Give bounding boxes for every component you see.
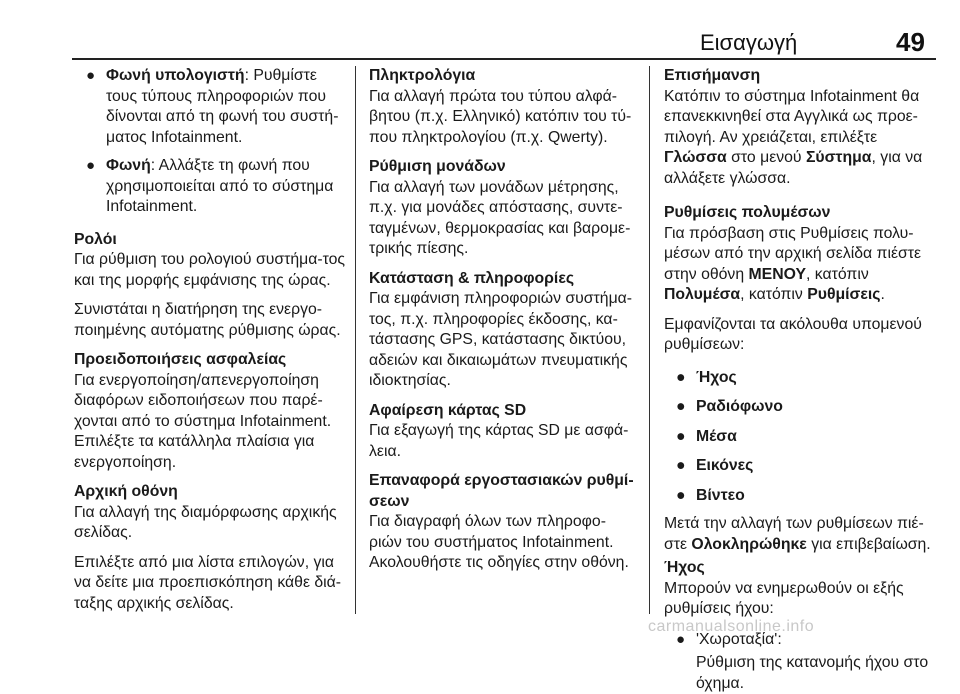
section-heading: Ρύθμιση μονάδων (369, 158, 506, 175)
bold-media: Πολυμέσα (664, 286, 741, 303)
list-item (74, 66, 346, 148)
section-text: Για αλλαγή πρώτα του τύπου αλφά-βητου (π.χ. Ελληνικό) κατόπιν του τύ-που πληκτρολογίου (π.χ. Qwerty). (369, 87, 632, 146)
list-item (664, 427, 936, 448)
section-text: Επιλέξτε από μια λίστα επιλογών, για να δείτε μια προεπισκόπηση κάθε διά-ταξης αρχικής σελίδας. (74, 553, 342, 612)
reset-section (369, 471, 635, 574)
text-part: Μετά την αλλαγή των ρυθμίσεων πιέ-στε (664, 515, 924, 553)
bullet-subtext: Ρύθμιση της κατανομής ήχου στο όχημα. (696, 654, 929, 692)
text-part: για επιβεβαίωση. (806, 535, 931, 553)
section-text: Για εξαγωγή της κάρτας SD με ασφά-λεια. (369, 422, 629, 460)
text-part: , κατόπιν (806, 265, 869, 283)
bullet-icon: ● (676, 457, 686, 474)
section-heading: Ήχος (664, 559, 705, 576)
submenu-label: Ραδιόφωνο (696, 398, 783, 415)
confirm-text (664, 514, 936, 555)
clock-section (74, 230, 346, 292)
media-section (664, 203, 936, 306)
section-text: Μπορούν να ενημερωθούν οι εξής ρυθμίσεις ήχου: (664, 579, 904, 617)
section-text (664, 224, 936, 306)
home-section (74, 482, 346, 544)
bullet-icon: ● (676, 427, 686, 445)
text-part: . (880, 286, 885, 303)
note-bold-system: Σύστημα (805, 149, 872, 166)
bullet-text: : Ρυθμίστε τους τύπους πληροφοριών που δίνονται από τη φωνή του συστή-ματος Infotainment. (106, 67, 339, 146)
section-text: Για ενεργοποίηση/απενεργοποίηση διαφόρων ειδοποιήσεων που παρέ-χονται από το σύστημα Infotainment. Επιλέξτε τα κατάλληλα πλαίσια για ενεργοποίηση. (74, 371, 332, 471)
section-text (664, 514, 936, 555)
watermark: carmanualsonline.info (648, 618, 815, 635)
bullet-icon: ● (86, 157, 96, 174)
column-separator (355, 66, 356, 614)
section-heading: Κατάσταση & πληροφορίες (369, 269, 575, 287)
bold-done: Ολοκληρώθηκε (691, 535, 807, 553)
units-section (369, 157, 635, 260)
bullet-label: Φωνή υπολογιστή (106, 67, 245, 84)
header-rule (72, 58, 936, 60)
note-text-part: στο μενού (726, 149, 806, 166)
bullet-icon: ● (676, 368, 686, 386)
column-3 (664, 66, 936, 694)
bold-menu: ΜΕΝΟΥ (748, 265, 806, 283)
safety-section (74, 350, 346, 473)
submenu-label: Εικόνες (696, 457, 754, 474)
list-item (664, 456, 936, 477)
column-separator (649, 66, 650, 614)
page-header-title: Εισαγωγή (700, 30, 798, 55)
submenu-label: Ήχος (696, 368, 737, 386)
section-heading: Πληκτρολόγια (369, 67, 476, 84)
bold-settings: Ρυθμίσεις (807, 286, 881, 303)
note-heading: Επισήμανση (664, 67, 761, 84)
keyboard-section (369, 66, 635, 148)
submenu-label: Βίντεο (696, 486, 745, 504)
sd-section (369, 401, 635, 463)
text-part: , κατόπιν (740, 286, 808, 303)
list-item (74, 156, 346, 218)
column-2 (369, 66, 635, 583)
section-heading: Προειδοποιήσεις ασφαλείας (74, 351, 287, 368)
list-item (664, 397, 936, 418)
section-heading: Ρολόι (74, 230, 117, 248)
section-text: Εμφανίζονται τα ακόλουθα υπομενού ρυθμίσεων: (664, 315, 922, 353)
section-text: Για αλλαγή των μονάδων μέτρησης, π.χ. για μονάδες απόστασης, συντε-ταγμένων, θερμοκρασίας και βαρομε-τρικής πίεσης. (369, 178, 631, 257)
clock-note (74, 300, 346, 341)
bullet-label: 'Χωροταξία': (696, 630, 782, 648)
text-part: Για πρόσβαση στις Ρυθμίσεις πολυ-μέσων από την αρχική σελίδα πιέστε στην οθόνη (664, 224, 922, 283)
bullet-text: : Αλλάξτε τη φωνή που χρησιμοποιείται από το σύστημα Infotainment. (106, 157, 334, 215)
list-item (664, 368, 936, 389)
section-text: Για εμφάνιση πληροφοριών συστήμα-τος, π.χ. πληροφορίες έκδοσης, κα-τάστασης GPS, κατάστασης δικτύου, αδειών και δικαιωμάτων πνευματικής ιδιοκτησίας. (369, 290, 633, 389)
note-section (664, 66, 936, 189)
section-text: Συνιστάται η διατήρηση της ενεργο-ποιημένης αυτόματης ρύθμισης ώρας. (74, 301, 341, 339)
home-note (74, 553, 346, 615)
section-heading: Ρυθμίσεις πολυμέσων (664, 204, 831, 221)
sound-section (664, 558, 936, 620)
bullet-icon: ● (676, 398, 686, 415)
submenu-intro (664, 315, 936, 356)
page-number: 49 (896, 27, 925, 57)
bullet-icon: ● (86, 67, 96, 84)
list-item (664, 486, 936, 507)
bullet-label: Φωνή (106, 157, 151, 174)
note-text-part: Κατόπιν το σύστημα Infotainment θα επανεκκινηθεί στα Αγγλικά ως προε-πιλογή. Αν χρειάζεται, επιλέξτε (664, 87, 920, 146)
bullet-icon: ● (676, 486, 686, 504)
column-1 (74, 66, 346, 623)
section-heading: Αρχική οθόνη (74, 483, 178, 500)
bullet-icon: ● (676, 630, 686, 648)
section-text: Για αλλαγή της διαμόρφωσης αρχικής σελίδας. (74, 503, 337, 541)
submenu-label: Μέσα (696, 427, 737, 445)
note-bold-language: Γλώσσα (664, 149, 727, 166)
section-heading: Επαναφορά εργοστασιακών ρυθμί-σεων (369, 472, 634, 510)
status-section (369, 269, 635, 392)
note-text-part: , για να αλλάξετε γλώσσα. (664, 149, 923, 187)
section-text: Για διαγραφή όλων των πληροφο-ριών του συστήματος Infotainment. Ακολουθήστε τις οδηγίες στην οθόνη. (369, 513, 629, 571)
note-text (664, 87, 936, 190)
section-heading: Αφαίρεση κάρτας SD (369, 401, 527, 419)
section-text: Για ρύθμιση του ρολογιού συστήμα-τος και της μορφής εμφάνισης της ώρας. (74, 251, 346, 289)
